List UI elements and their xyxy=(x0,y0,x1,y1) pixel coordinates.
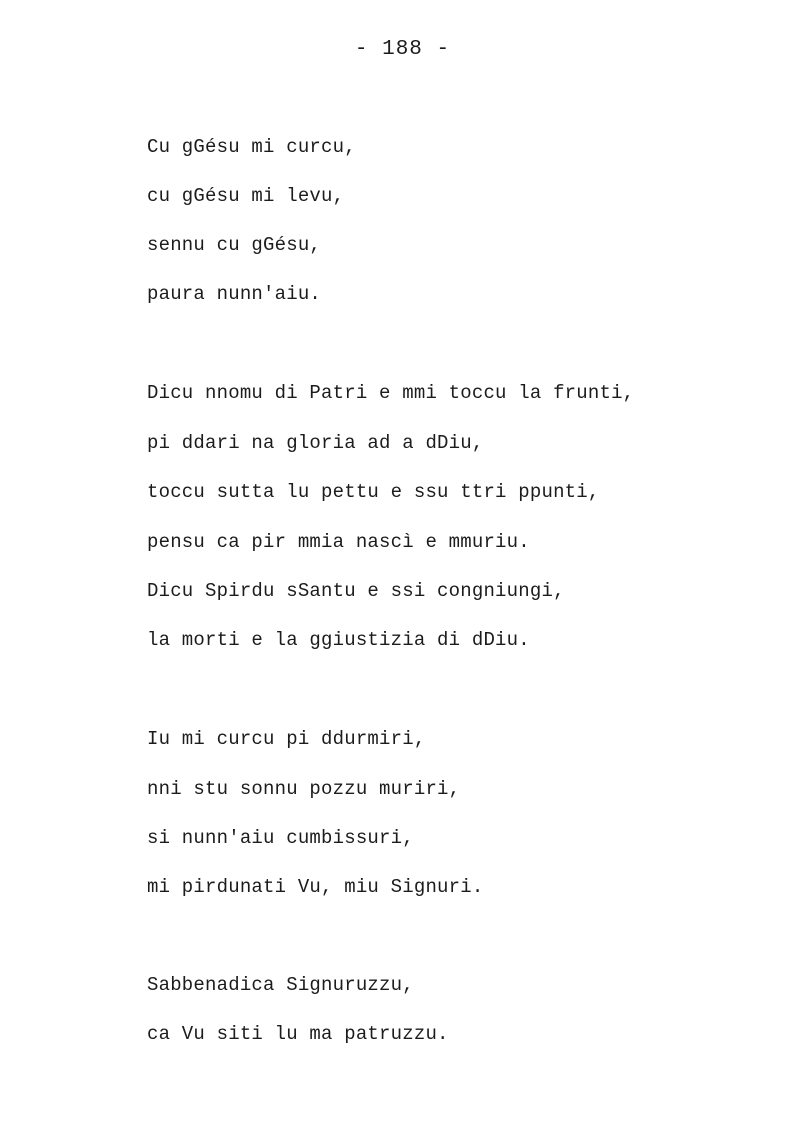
stanza-3-line-4: mi pirdunati Vu, miu Signuri. xyxy=(147,876,484,898)
stanza-1-line-3: sennu cu gGésu, xyxy=(147,234,322,256)
stanza-2-line-3: toccu sutta lu pettu e ssu ttri ppunti, xyxy=(147,481,600,503)
stanza-1-line-1: Cu gGésu mi curcu, xyxy=(147,136,356,158)
stanza-1-line-2: cu gGésu mi levu, xyxy=(147,185,345,207)
stanza-2-line-2: pi ddari na gloria ad a dDiu, xyxy=(147,432,484,454)
page-number: - 188 - xyxy=(354,38,451,61)
stanza-4-line-1: Sabbenadica Signuruzzu, xyxy=(147,974,414,996)
stanza-3-line-1: Iu mi curcu pi ddurmiri, xyxy=(147,728,426,750)
stanza-2-line-1: Dicu nnomu di Patri e mmi toccu la frunti, xyxy=(147,382,635,404)
stanza-1-line-4: paura nunn'aiu. xyxy=(147,283,322,305)
stanza-2-line-4: pensu ca pir mmia nascì e mmuriu. xyxy=(147,531,530,553)
stanza-3-line-2: nni stu sonnu pozzu muriri, xyxy=(147,778,461,800)
stanza-3-line-3: si nunn'aiu cumbissuri, xyxy=(147,827,414,849)
stanza-2-line-5: Dicu Spirdu sSantu e ssi congniungi, xyxy=(147,580,565,602)
stanza-4-line-2: ca Vu siti lu ma patruzzu. xyxy=(147,1023,449,1045)
stanza-2-line-6: la morti e la ggiustizia di dDiu. xyxy=(147,629,530,651)
